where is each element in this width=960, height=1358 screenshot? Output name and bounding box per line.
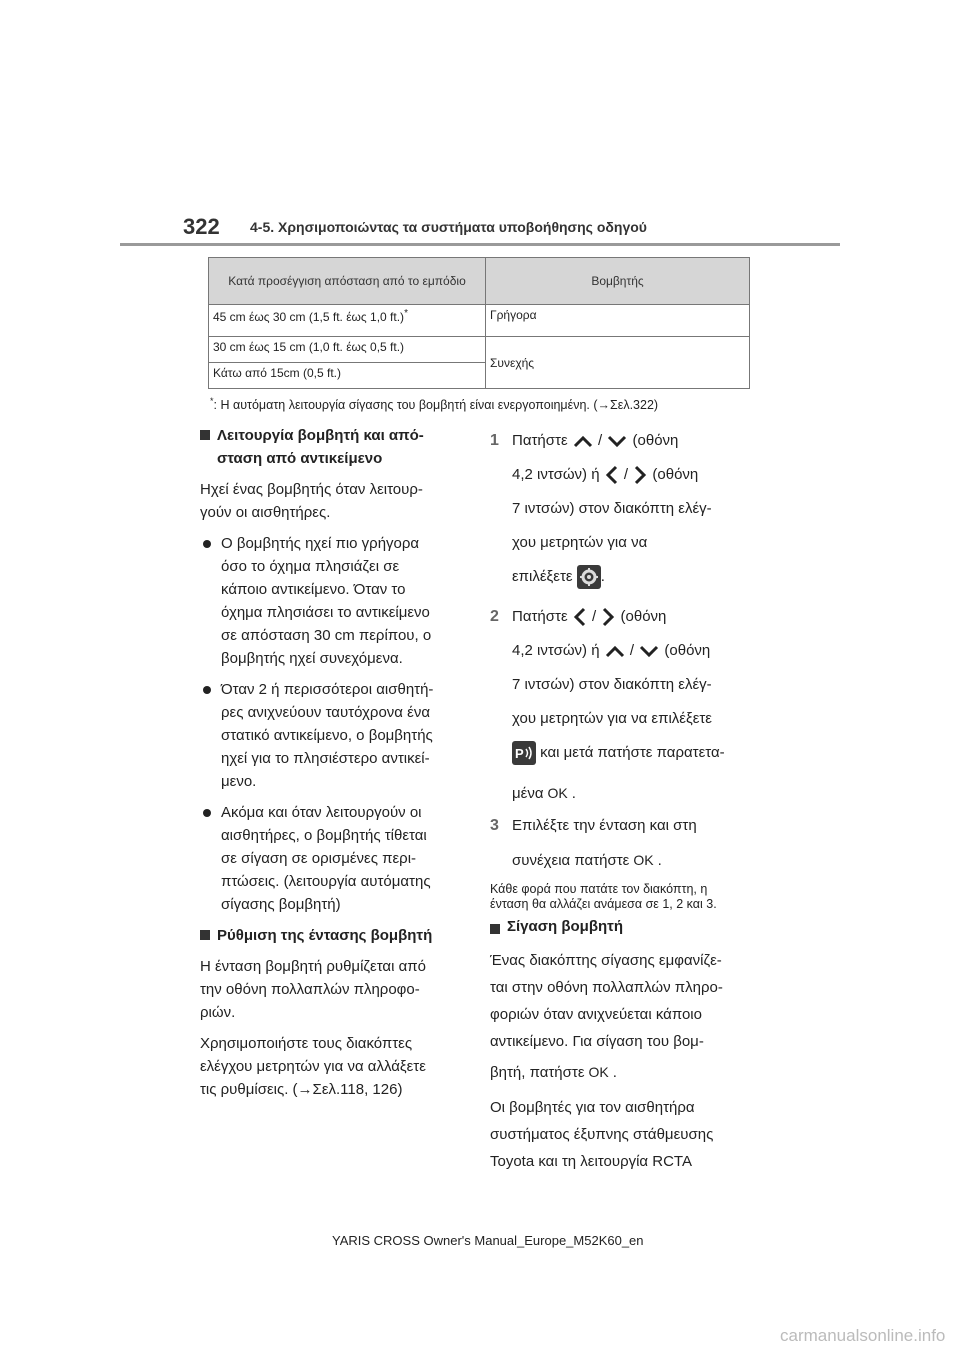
table-cell-distance: 45 cm έως 30 cm (1,5 ft. έως 1,0 ft.)*	[209, 305, 486, 337]
watermark: carmanualsonline.info	[780, 1326, 946, 1345]
chevron-down-icon	[638, 644, 660, 658]
chevron-up-icon	[604, 644, 626, 658]
bullet-item: Ο βομβητής ηχεί πιο γρήγορα όσο το όχημα πλησιάζει σε κάποιο αντικείμενο. Όταν το όχημα πλησιάσει το αντικείμενο σε απόσταση 30 cm περίπου, ο βομβητής ηχεί συνεχόμενα.	[200, 532, 465, 670]
square-bullet-icon	[200, 430, 210, 440]
square-bullet-icon	[490, 924, 500, 934]
table-cell-distance: 30 cm έως 15 cm (1,0 ft. έως 0,5 ft.)	[209, 337, 486, 363]
step-1: 1 Πατήστε / (οθόνη 4,2 ιντσών) ή / (οθόνη 7 ιντσών) στον διακόπτη ελέγ- χου μετρητών για να επιλέξετε .	[490, 430, 755, 594]
paragraph: Ένας διακόπτης σίγασης εμφανίζε- ται στην οθόνη πολλαπλών πληρο- φοριών όταν ανιχνεύεται κάποιο αντικείμενο. Για σίγαση του βομ- βητή, πατήστε OK .	[490, 947, 755, 1086]
settings-gear-icon	[577, 565, 601, 589]
ok-button-icon: OK	[588, 1064, 609, 1080]
chevron-right-icon	[632, 464, 648, 486]
square-bullet-icon	[200, 930, 210, 940]
distance-buzzer-table	[208, 257, 750, 389]
paragraph: Οι βομβητές για τον αισθητήρα συστήματος έξυπνης στάθμευσης Toyota και τη λειτουργία RCTA	[490, 1099, 714, 1170]
chevron-left-icon	[572, 606, 588, 628]
ok-button-icon: OK	[633, 852, 654, 868]
ok-button-icon: OK	[547, 785, 568, 801]
page-number: 322	[183, 214, 220, 239]
chevron-right-icon	[600, 606, 616, 628]
step-2: 2 Πατήστε / (οθόνη 4,2 ιντσών) ή / (οθόνη 7 ιντσών) στον διακόπτη ελέγ- χου μετρητών για να επιλέξετε P και μετά πατήστε παρατετα- μένα OK .	[490, 606, 755, 811]
note-text: Κάθε φορά που πατάτε τον διακόπτη, η ένταση θα αλλάζει ανάμεσα σε 1, 2 και 3.	[490, 882, 717, 911]
parking-sensor-icon	[512, 741, 536, 765]
bullet-dot-icon	[203, 809, 211, 817]
svg-text:P: P	[515, 746, 524, 762]
table-cell-buzzer: Γρήγορα	[486, 305, 750, 337]
bullet-item: Όταν 2 ή περισσότεροι αισθητή- ρες ανιχνεύουν ταυτόχρονα ένα στατικό αντικείμενο, ο βομβητής ηχεί για το πλησιέστερο αντικεί- μενο.	[200, 678, 465, 793]
table-cell-buzzer: Συνεχής	[486, 337, 750, 389]
bullet-dot-icon	[203, 540, 211, 548]
paragraph: Ηχεί ένας βομβητής όταν λειτουρ- γούν οι αισθητήρες.	[200, 481, 423, 521]
chevron-down-icon	[606, 434, 628, 448]
bullet-item: Ακόμα και όταν λειτουργούν οι αισθητήρες, ο βομβητής τίθεται σε σίγαση σε ορισμένες περι- πτώσεις. (λειτουργία αυτόματης σίγασης βομβητή)	[200, 801, 465, 916]
section-title: 4-5. Χρησιμοποιώντας τα συστήματα υποβοήθησης οδηγού	[250, 219, 647, 235]
heading-buzzer-distance: Λειτουργία βομβητή και από- σταση από αντικείμενο	[200, 424, 465, 470]
bullet-dot-icon	[203, 686, 211, 694]
chevron-up-icon	[572, 434, 594, 448]
table-header-buzzer: Βομβητής	[486, 258, 750, 305]
heading-buzzer-volume: Ρύθμιση της έντασης βομβητή	[200, 924, 465, 947]
paragraph: Η ένταση βομβητή ρυθμίζεται από την οθόνη πολλαπλών πληροφο- ριών.	[200, 958, 426, 1021]
step-3: 3 Επιλέξτε την ένταση και στη συνέχεια πατήστε OK .	[490, 815, 755, 878]
footer-text: YARIS CROSS Owner's Manual_Europe_M52K60_en	[332, 1233, 644, 1248]
chevron-left-icon	[604, 464, 620, 486]
table-header-distance: Κατά προσέγγιση απόσταση από το εμπόδιο	[209, 258, 486, 305]
header-rule	[120, 243, 840, 246]
right-column	[490, 430, 755, 1175]
paragraph: Χρησιμοποιήστε τους διακόπτες ελέγχου μετρητών για να αλλάξετε τις ρυθμίσεις. (→Σελ.118, 126)	[200, 1035, 426, 1098]
table-footnote: *: Η αυτόματη λειτουργία σίγασης του βομβητή είναι ενεργοποιημένη. (→Σελ.322)	[210, 396, 659, 413]
table-cell-distance: Κάτω από 15cm (0,5 ft.)	[209, 363, 486, 389]
heading-buzzer-mute: Σίγαση βομβητή	[490, 918, 755, 935]
left-column	[200, 424, 465, 1101]
